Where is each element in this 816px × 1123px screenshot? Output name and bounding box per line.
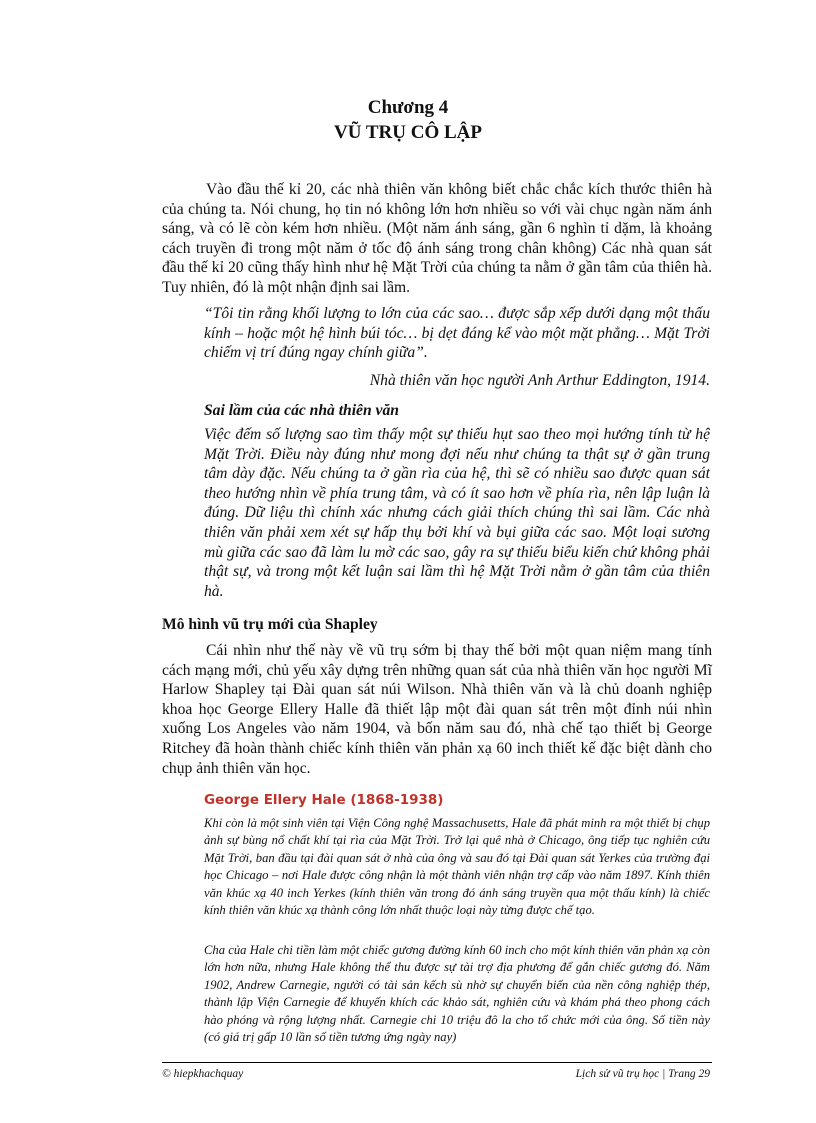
chapter-number: Chương 4 bbox=[367, 97, 449, 118]
footer-copyright: © hiepkhachquay bbox=[162, 1068, 244, 1080]
eddington-quote: “Tôi tin rằng khối lượng to lớn của các sao… được sắp xếp dưới dạng một thấu kính – hoặc một hệ hình búi tóc… bị dẹt đáng kể vào một mặt phẳng… Mặt Trời chiếm vị trí đúng ngay chính giữa”. bbox=[204, 305, 710, 362]
error-section-heading: Sai lầm của các nhà thiên văn bbox=[204, 402, 399, 419]
hale-sidebar-paragraph-1: Khi còn là một sinh viên tại Viện Công nghệ Massachusetts, Hale đã phát minh ra một thiết bị chụp ảnh sự bùng nổ chất khí tại rìa của Mặt Trời. Trở lại quê nhà ở Chicago, ông tiếp tục nghiên cứu Mặt Trời, ban đầu tại đài quan sát ở nhà của ông và sau đó tại Đài quan sát Yerkes của trường đại học Chicago – nơi Hale được công nhận là một thành viên nhận trợ cấp vào năm 1897. Kính thiên văn khúc xạ 40 inch Yerkes (kính thiên văn trong đó ánh sáng truyền qua một thấu kính) là chiếc kính thiên văn khúc xạ thành công lớn nhất thuộc loại này từng được chế tạo. bbox=[204, 816, 710, 918]
shapley-section-body: Cái nhìn như thế này về vũ trụ sớm bị thay thế bởi một quan niệm mang tính cách mạng mới, chủ yếu xây dựng trên những quan sát của nhà thiên văn học người Mĩ Harlow Shapley tại Đài quan sát núi Wilson. Nhà thiên văn và là chủ doanh nghiệp khoa học George Ellery Halle đã thiết lập một đài quan sát trên một đỉnh núi nhìn xuống Los Angeles vào năm 1904, và bốn năm sau đó, nhà chế tạo thiết bị George Ritchey đã hoàn thành chiếc kính thiên văn phản xạ 60 inch thiết kế đặc biệt dành cho chụp ảnh thiên văn học. bbox=[162, 642, 712, 777]
quote-attribution: Nhà thiên văn học người Anh Arthur Eddington, 1914. bbox=[369, 372, 710, 389]
hale-sidebar-title: George Ellery Hale (1868-1938) bbox=[204, 792, 444, 808]
hale-sidebar-paragraph-2: Cha của Hale chi tiền làm một chiếc gương đường kính 60 inch cho một kính thiên văn phản xạ còn lớn hơn nữa, nhưng Hale không thể thu được sự tài trợ địa phương để gắn chiếc gương đó. Năm 1902, Andrew Carnegie, người có tài sản kếch sù nhờ sự chuyển biến của nền công nghiệp thép, thành lập Viện Carnegie để khuyến khích các khảo sát, nghiên cứu và khám phá theo phong cách hào phóng và rộng lượng nhất. Carnegie chi 10 triệu đô la cho tổ chức mới của ông. Số tiền này (có giá trị gấp 10 lần số tiền tương ứng ngày nay) bbox=[204, 943, 710, 1045]
footer-rule bbox=[162, 1062, 712, 1063]
error-section-body: Việc đếm số lượng sao tìm thấy một sự thiếu hụt sao theo mọi hướng tính từ hệ Mặt Trời. Điều này đúng như mong đợi nếu như chúng ta thật sự ở gần trung tâm dày đặc. Nếu chúng ta ở gần rìa của hệ, thì sẽ có nhiều sao được quan sát theo hướng nhìn về phía trung tâm, và có ít sao hơn về phía rìa, nên lập luận là đúng. Dữ liệu thì chính xác nhưng cách giải thích chúng thì sai lầm. Các nhà thiên văn phải xem xét sự hấp thụ bởi khí và bụi giữa các sao. Một loại sương mù giữa các sao đã làm lu mờ các sao, gây ra sự thiếu biểu kiến chứ không phải thật sự, và trong một kết luận sai lầm thì hệ Mặt Trời nằm ở gần tâm của thiên hà. bbox=[204, 426, 710, 600]
footer-page-info: Lịch sử vũ trụ học | Trang 29 bbox=[575, 1068, 710, 1080]
shapley-section-heading: Mô hình vũ trụ mới của Shapley bbox=[162, 616, 378, 633]
intro-paragraph: Vào đầu thế kỉ 20, các nhà thiên văn không biết chắc chắc kích thước thiên hà của chúng ta. Nói chung, họ tin nó không lớn hơn nhiều so với vài chục ngàn năm ánh sáng, và có lẽ còn kém hơn nhiều. (Một năm ánh sáng, gần 6 nghìn tỉ dặm, là khoảng cách truyền đi trong một năm ở tốc độ ánh sáng trong chân không) Các nhà quan sát đầu thế kỉ 20 cũng thấy hình như hệ Mặt Trời của chúng ta nằm ở gần tâm của thiên hà. Tuy nhiên, đó là một nhận định sai lầm. bbox=[162, 181, 712, 296]
chapter-title: VŨ TRỤ CÔ LẬP bbox=[334, 122, 482, 143]
